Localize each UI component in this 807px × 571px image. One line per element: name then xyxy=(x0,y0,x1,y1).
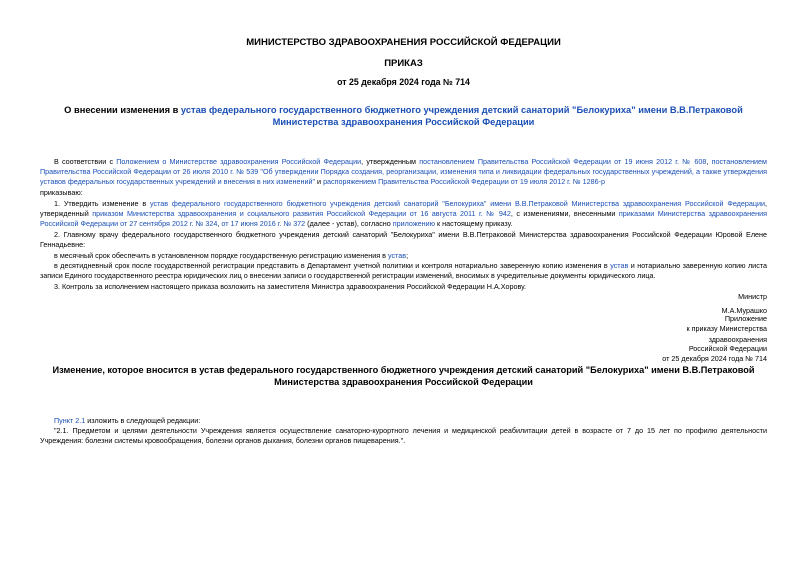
document-date-number: от 25 декабря 2024 года № 714 xyxy=(337,77,470,87)
text: , xyxy=(217,219,222,228)
link-charter-2[interactable]: устав xyxy=(387,251,407,260)
signature-name: М.А.Мурашко xyxy=(721,306,767,315)
document-type: ПРИКАЗ xyxy=(384,58,423,69)
item-2-sub-1 xyxy=(40,251,767,261)
text: В соответствии с xyxy=(54,157,117,166)
text: в месячный срок обеспечить в установленном порядке государственную регистрацию изменения в xyxy=(54,251,388,260)
link-charter[interactable]: устав федерального государственного бюджетного учреждения детский санаторий "Белокуриха" имени В.В.Петраковой Министерства здравоохранения Российской Федерации xyxy=(149,199,765,208)
item-2-sub-2 xyxy=(40,261,767,281)
text: в десятидневный срок после государственной регистрации представить в Департамент учетной политики и контроля нотариально заверенную копию изменения в xyxy=(54,261,611,270)
item-3: 3. Контроль за исполнением настоящего приказа возложить на заместителя Министра здравоохранения Российской Федерации Н.А.Хорову. xyxy=(54,282,526,291)
text: , утвержденный xyxy=(40,199,767,218)
signature-position: Министр xyxy=(738,292,767,301)
annex-title: Изменение, которое вносится в устав федерального государственного бюджетного учреждения детский санаторий "Белокуриха" имени В.В.Петраковой Министерства здравоохранения Российской Федерации xyxy=(52,365,755,387)
link-point-2-1[interactable]: Пункт 2.1 xyxy=(54,416,86,425)
annex-point xyxy=(40,416,767,426)
link-order-942[interactable]: приказом Министерства здравоохранения и социального развития Российской Федерации от 16 августа 2011 г. № 942 xyxy=(92,209,511,218)
text: ; xyxy=(406,251,409,260)
link-order-1286[interactable]: распоряжением Правительства Российской Федерации от 19 июля 2012 г. № 1286-р xyxy=(323,177,606,186)
item-1 xyxy=(40,199,767,229)
link-charter-3[interactable]: устав xyxy=(610,261,629,270)
link-resolution-539[interactable]: постановлением Правительства Российской Федерации от 26 июля 2010 г. № 539 "Об утверждении Порядка создания, реорганизации, изменения типа и ликвидации федеральных государственных учреждений, а также утверждения уставов федеральных государственных учреждений и внесения в них изменений" xyxy=(40,157,767,186)
annex-quote: "2.1. Предметом и целями деятельности Учреждения является осуществление санаторно-курортного лечения и медицинской реабилитации детей в возрасте от 7 до 15 лет по профилю деятельности Учреждения: болезни системы кровообращения, болезни органов дыхания, болезни органов пищеварения.". xyxy=(40,426,767,445)
annex-ref-line-3: здравоохранения xyxy=(708,335,767,344)
ministry-heading: МИНИСТЕРСТВО ЗДРАВООХРАНЕНИЯ РОССИЙСКОЙ ФЕДЕРАЦИИ xyxy=(246,37,561,48)
text: , с изменениями, внесенными xyxy=(510,209,619,218)
link-annex[interactable]: приложению xyxy=(392,219,436,228)
text: 1. Утвердить изменение в xyxy=(54,199,150,208)
annex-ref-line-2: к приказу Министерства xyxy=(686,324,767,333)
annex-ref-line-4: Российской Федерации xyxy=(688,344,767,353)
link-resolution-608[interactable]: постановлением Правительства Российской Федерации от 19 июня 2012 г. № 608 xyxy=(419,157,707,166)
text: , утвержденным xyxy=(361,157,420,166)
order-word: приказываю: xyxy=(40,188,83,197)
title-prefix: О внесении изменения в xyxy=(64,105,181,115)
text: к настоящему приказу. xyxy=(435,219,513,228)
text: (далее - устав), согласно xyxy=(305,219,393,228)
link-order-372[interactable]: от 17 июня 2016 г. № 372 xyxy=(221,219,306,228)
item-2: 2. Главному врачу федерального государственного бюджетного учреждения детский санаторий "Белокуриха" имени В.В.Петраковой Министерства здравоохранения Российской Федерации Юровой Елене Геннадьевне: xyxy=(40,230,767,249)
link-order-324[interactable]: приказами Министерства здравоохранения Российской Федерации от 27 сентября 2012 г. № 324 xyxy=(40,209,768,228)
link-ministry-regulation[interactable]: Положением о Министерстве здравоохранения Российской Федерации xyxy=(116,157,362,166)
annex-label: Приложение xyxy=(724,314,767,323)
text: и xyxy=(315,177,324,186)
preamble-paragraph xyxy=(40,157,767,187)
document-title xyxy=(40,104,767,128)
text: изложить в следующей редакции: xyxy=(85,416,201,425)
title-charter-link[interactable]: устав федерального государственного бюджетного учреждения детский санаторий "Белокуриха" имени В.В.Петраковой Министерства здравоохранения Российской Федерации xyxy=(180,105,743,127)
annex-ref-line-5: от 25 декабря 2024 года № 714 xyxy=(662,354,767,363)
text: и нотариально заверенную копию листа записи Единого государственного реестра юридических лиц о внесении записи о государственной регистрации изменений, вносимых в учредительные документы юридического лица. xyxy=(40,261,767,280)
text: , xyxy=(706,157,712,166)
